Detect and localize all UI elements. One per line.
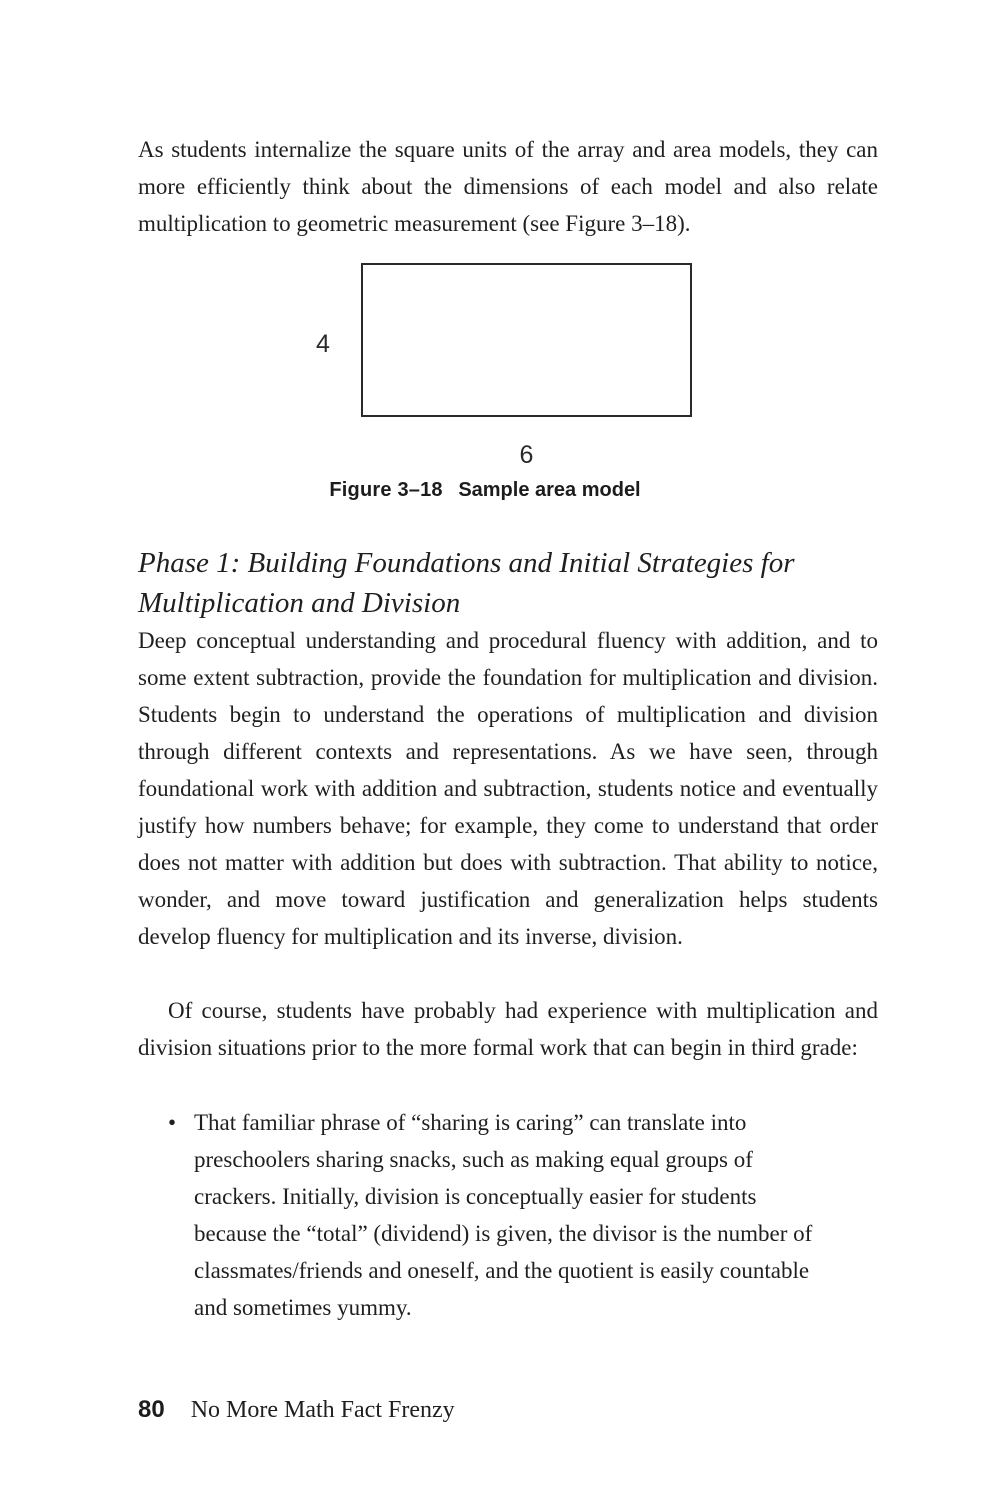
section-heading: Phase 1: Building Foundations and Initial Strategies for Multiplication and Division (138, 547, 795, 619)
figure-height-label: 4 (316, 330, 330, 358)
book-title: No More Math Fact Frenzy (190, 1397, 455, 1423)
bullet-text: That familiar phrase of “sharing is caring” can translate into preschoolers sharing snacks, such as making equal groups of crackers. Initially, division is conceptually easier for students because the “total” (dividend) is given, the divisor is the number of classmates/friends and oneself, and the quotient is easily countable and sometimes yummy. (194, 1110, 813, 1320)
area-model-rectangle (361, 263, 692, 417)
section-paragraph-1: Deep conceptual understanding and procedural fluency with addition, and to some extent subtraction, provide the foundation for multiplication and division. Students begin to understand the operations of multiplication and division through different contexts and representations. As we have seen, through foundational work with addition and subtraction, students notice and eventually justify how numbers behave; for example, they come to understand that order does not matter with addition but does with subtraction. That ability to notice, wonder, and move toward justification and generalization helps students develop fluency for multiplication and its inverse, division. (138, 628, 878, 949)
figure-width-label: 6 (519, 441, 534, 469)
figure-caption-text: Sample area model (458, 479, 641, 501)
figure-caption (100, 479, 870, 502)
list-item (168, 1104, 818, 1326)
page-number: 80 (138, 1396, 165, 1423)
intro-paragraph: As students internalize the square units of the array and area models, they can more efficiently think about the dimensions of each model and also relate multiplication to geometric measurement (see Figure 3–18). (138, 137, 878, 236)
figure-caption-number: Figure 3–18 (329, 479, 443, 501)
section-paragraph-2: Of course, students have probably had experience with multiplication and division situations prior to the more formal work that can begin in third grade: (138, 998, 878, 1060)
page-footer (138, 1396, 455, 1424)
bullet-icon: • (168, 1110, 177, 1135)
bullet-list (168, 1104, 828, 1326)
